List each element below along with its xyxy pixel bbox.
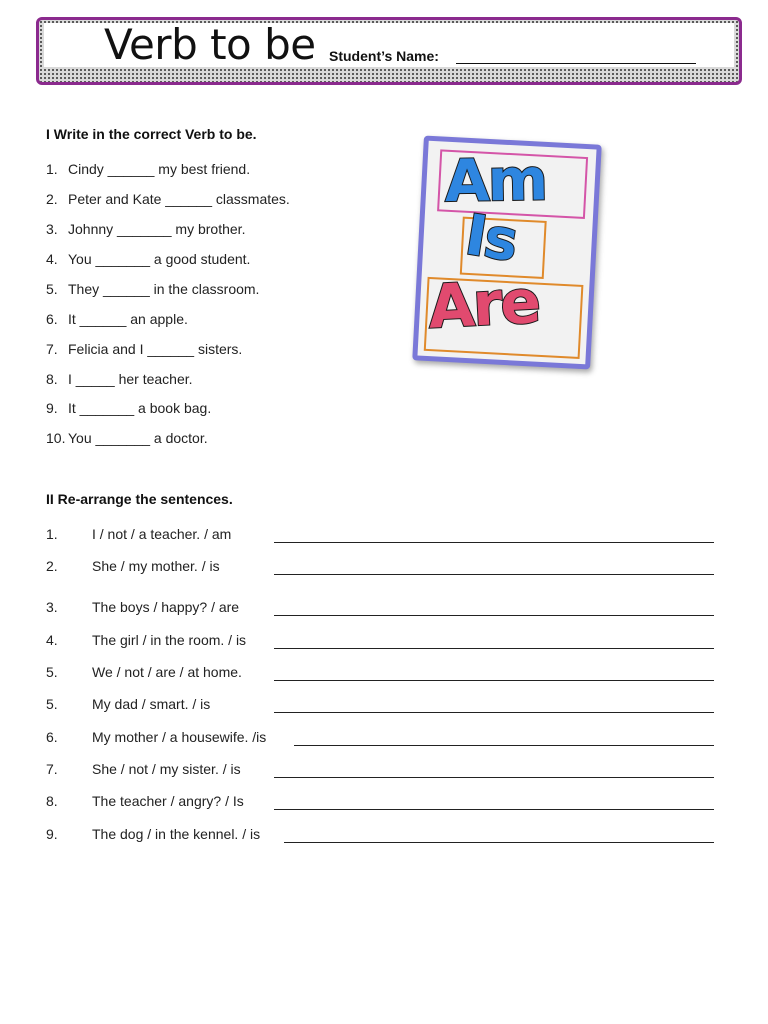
item-number: 9. xyxy=(46,400,58,416)
item-number: 3. xyxy=(46,221,58,237)
exercise1-item xyxy=(46,281,259,297)
am-is-are-picture xyxy=(412,135,602,369)
rearrange-item-text: My mother / a housewife. /is xyxy=(92,729,267,745)
item-number: 8. xyxy=(46,371,58,387)
exercise1-item xyxy=(46,251,250,267)
section1-title: I Write in the correct Verb to be. xyxy=(46,126,257,142)
rearrange-item-text: We / not / are / at home. xyxy=(92,664,242,680)
rearrange-item-number: 6. xyxy=(46,729,58,745)
rearrange-item-number: 3. xyxy=(46,599,58,615)
answer-line[interactable] xyxy=(284,842,714,843)
answer-line[interactable] xyxy=(274,648,714,649)
rearrange-item-number: 5. xyxy=(46,664,58,680)
are-word: Are xyxy=(426,266,541,343)
rearrange-item-number: 2. xyxy=(46,558,58,574)
rearrange-item-text: The dog / in the kennel. / is xyxy=(92,826,261,842)
item-text: It ______ an apple. xyxy=(68,311,188,327)
item-number: 1. xyxy=(46,161,58,177)
rearrange-item-text: She / my mother. / is xyxy=(92,558,220,574)
header-inner xyxy=(44,20,734,69)
rearrange-item-number: 5. xyxy=(46,696,58,712)
item-text: Johnny _______ my brother. xyxy=(68,221,246,237)
item-number: 7. xyxy=(46,341,58,357)
item-text: Peter and Kate ______ classmates. xyxy=(68,191,290,207)
answer-line[interactable] xyxy=(274,574,714,575)
exercise1-item xyxy=(46,430,208,446)
item-text: Felicia and I ______ sisters. xyxy=(68,341,243,357)
rearrange-item-number: 9. xyxy=(46,826,58,842)
rearrange-item-number: 7. xyxy=(46,761,58,777)
answer-line[interactable] xyxy=(274,615,714,616)
header-banner xyxy=(36,17,742,85)
is-word: Is xyxy=(460,202,521,275)
section2-title: II Re-arrange the sentences. xyxy=(46,491,233,507)
exercise1-item xyxy=(46,311,188,327)
exercise1-item xyxy=(46,221,245,237)
exercise1-item xyxy=(46,371,193,387)
rearrange-item-number: 8. xyxy=(46,793,58,809)
student-name-label: Student’s Name: xyxy=(329,48,439,64)
item-text: They ______ in the classroom. xyxy=(68,281,260,297)
picture-card xyxy=(412,135,602,369)
rearrange-item-text: The teacher / angry? / Is xyxy=(92,793,244,809)
exercise1-item xyxy=(46,161,250,177)
am-word: Am xyxy=(444,145,547,216)
answer-line[interactable] xyxy=(274,809,714,810)
student-name-field[interactable] xyxy=(456,63,696,64)
item-text: Cindy ______ my best friend. xyxy=(68,161,251,177)
answer-line[interactable] xyxy=(274,542,714,543)
item-text: It _______ a book bag. xyxy=(68,400,212,416)
rearrange-item-text: The girl / in the room. / is xyxy=(92,632,247,648)
rearrange-item-number: 1. xyxy=(46,526,58,542)
item-number: 4. xyxy=(46,251,58,267)
rearrange-item-text: My dad / smart. / is xyxy=(92,696,211,712)
item-number: 2. xyxy=(46,191,58,207)
rearrange-item-text: The boys / happy? / are xyxy=(92,599,240,615)
exercise1-item xyxy=(46,341,242,357)
rearrange-item-text: I / not / a teacher. / am xyxy=(92,526,232,542)
exercise1-item xyxy=(46,191,290,207)
rearrange-item-number: 4. xyxy=(46,632,58,648)
item-number: 10. xyxy=(46,430,66,446)
exercise1-item xyxy=(46,400,211,416)
item-text: I _____ her teacher. xyxy=(68,371,193,387)
rearrange-item-text: She / not / my sister. / is xyxy=(92,761,241,777)
item-number: 6. xyxy=(46,311,58,327)
item-text: You _______ a good student. xyxy=(68,251,251,267)
item-number: 5. xyxy=(46,281,58,297)
answer-line[interactable] xyxy=(274,680,714,681)
answer-line[interactable] xyxy=(294,745,714,746)
answer-line[interactable] xyxy=(274,712,714,713)
answer-line[interactable] xyxy=(274,777,714,778)
page-title: Verb to be xyxy=(104,20,316,69)
item-text: You _______ a doctor. xyxy=(68,430,208,446)
